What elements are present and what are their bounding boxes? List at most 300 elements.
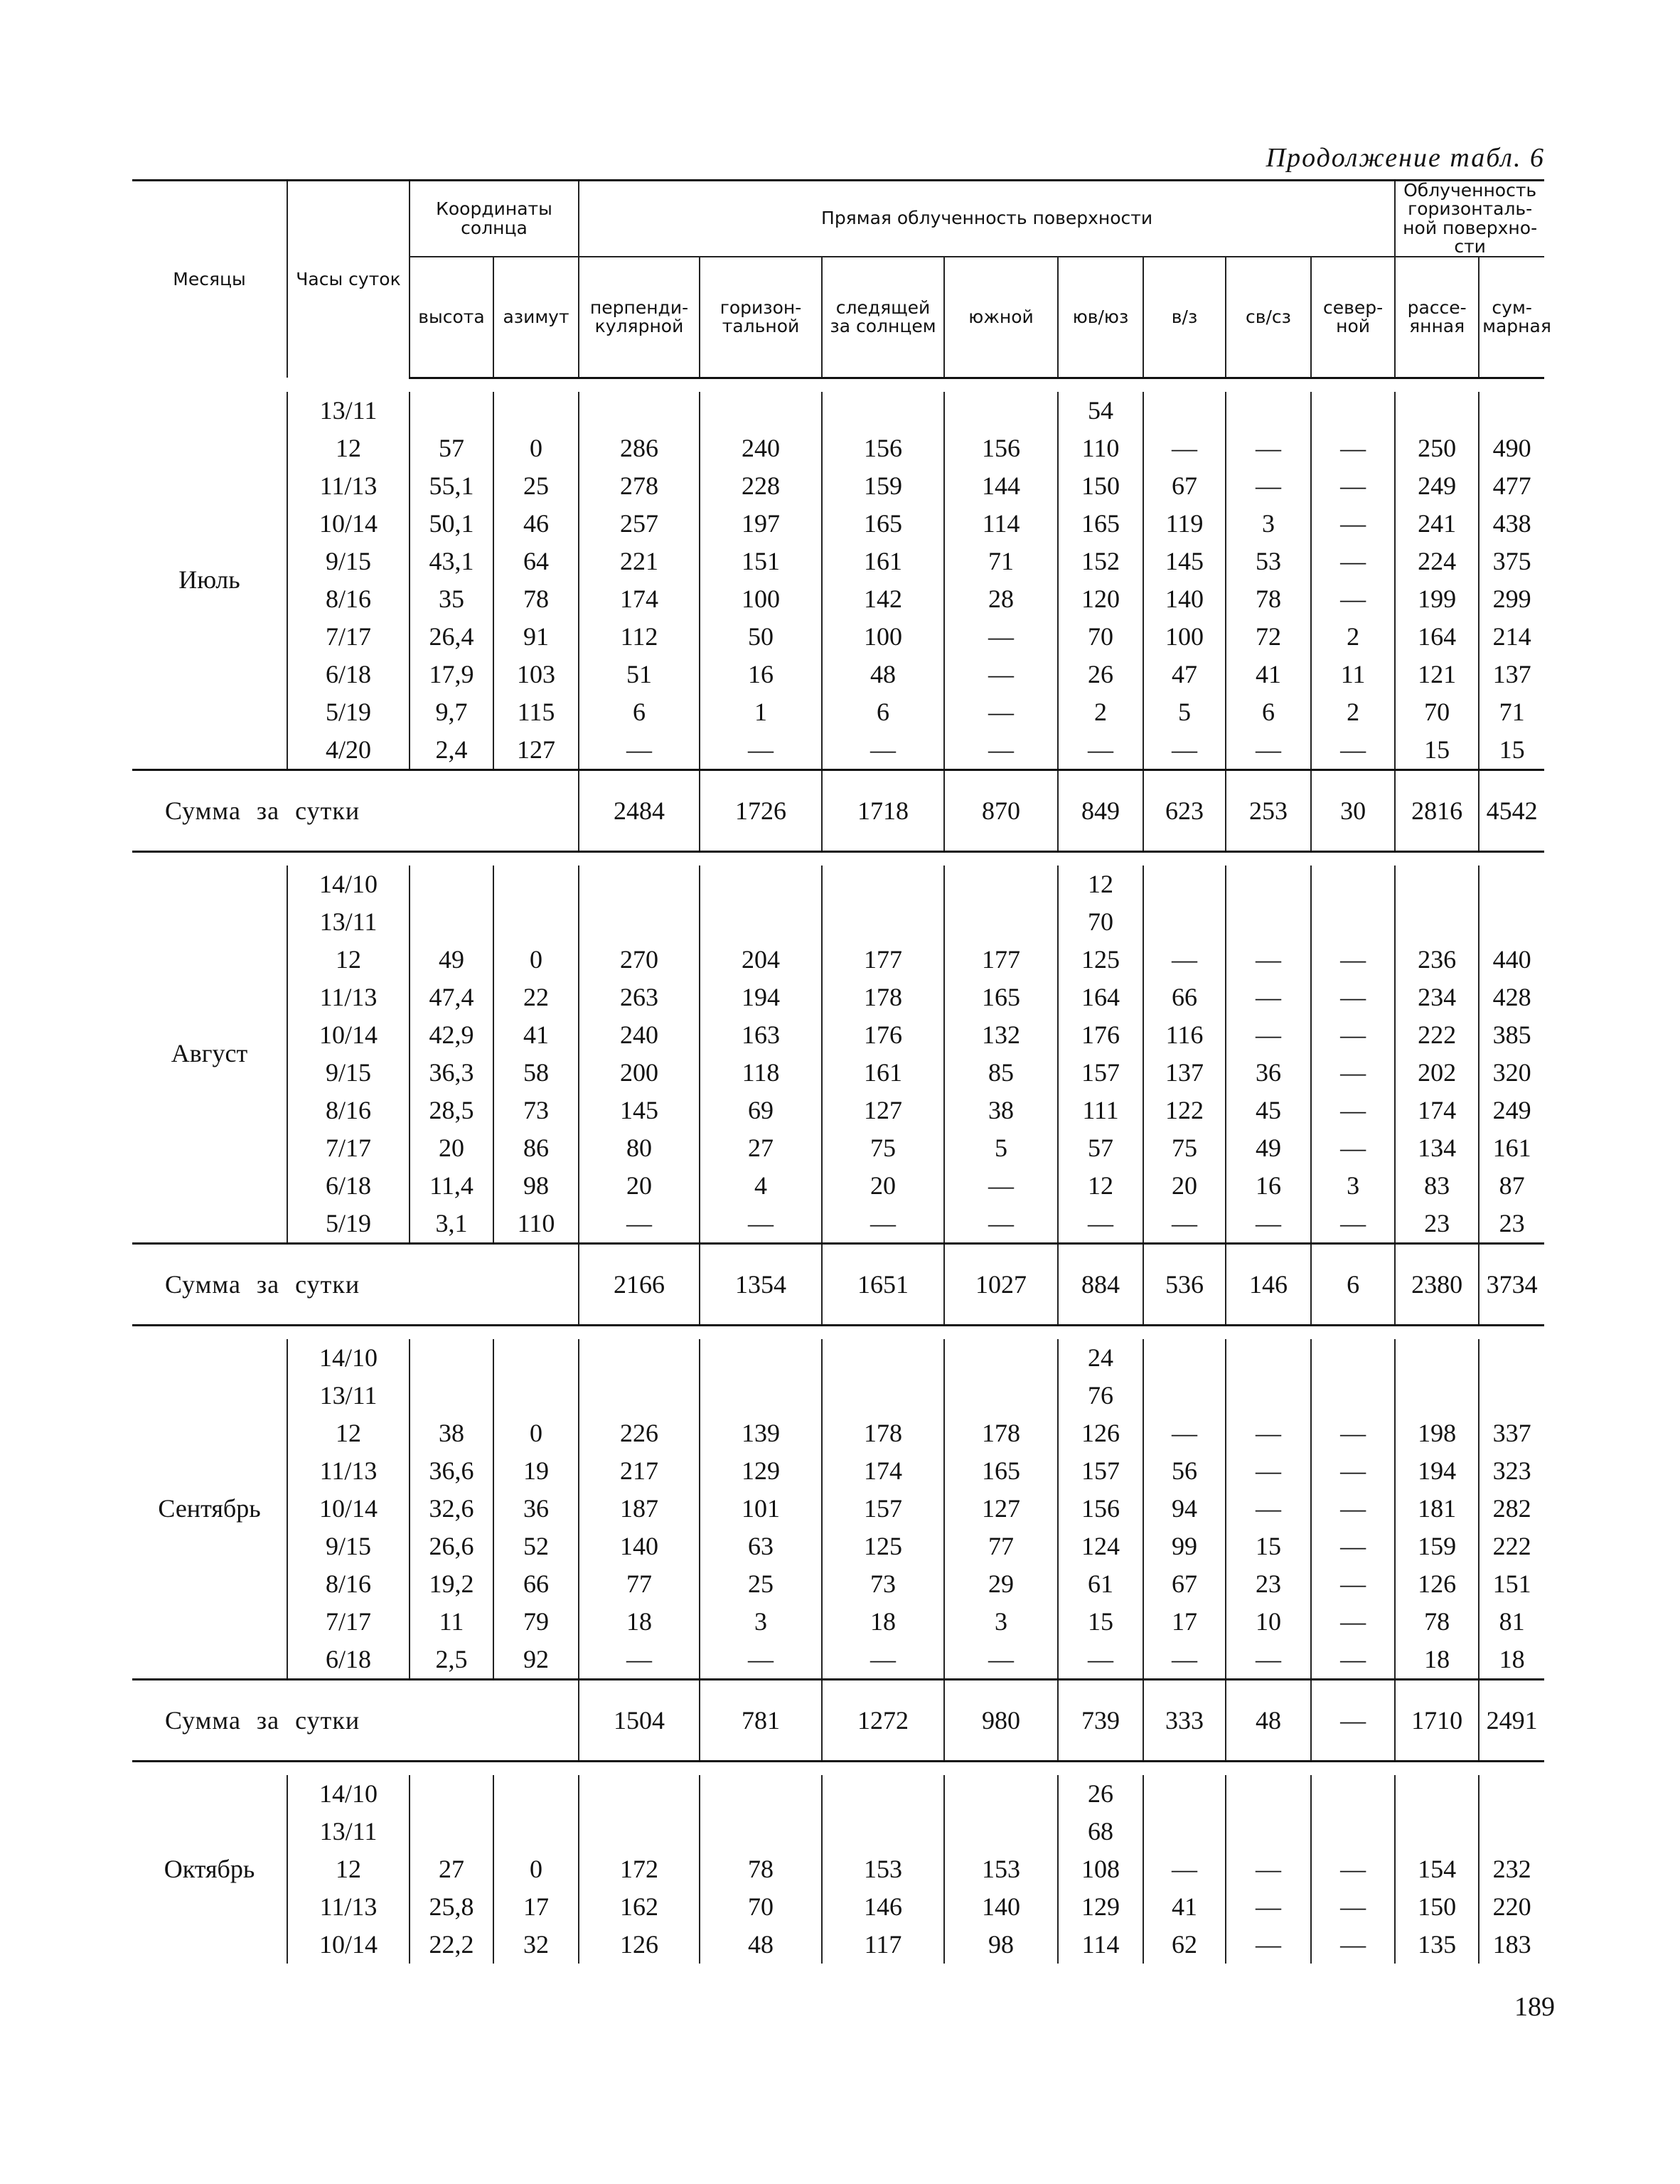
cell-hours: 6/18 <box>287 1641 410 1680</box>
cell-north <box>1311 903 1395 941</box>
cell-tracking: 157 <box>822 1490 944 1528</box>
cell-se-sw: 26 <box>1058 656 1143 693</box>
cell-south: 3 <box>944 1603 1058 1641</box>
cell-north: — <box>1311 1205 1395 1244</box>
cell-south <box>944 903 1058 941</box>
cell-perpendicular: 51 <box>579 656 700 693</box>
cell-e-w: 62 <box>1143 1926 1226 1964</box>
cell-se-sw: 54 <box>1058 392 1143 430</box>
cell-total: 438 <box>1479 505 1544 543</box>
cell-north: — <box>1311 979 1395 1016</box>
daily-sum-label: Сумма за сутки <box>132 769 579 851</box>
cell-diffuse <box>1395 392 1479 430</box>
sum-south: 1027 <box>944 1243 1058 1325</box>
cell-horizontal: 70 <box>700 1888 822 1926</box>
cell-total: 282 <box>1479 1490 1544 1528</box>
cell-e-w: — <box>1143 1641 1226 1680</box>
cell-horizontal: 129 <box>700 1452 822 1490</box>
cell-diffuse: 159 <box>1395 1528 1479 1565</box>
cell-north: — <box>1311 1129 1395 1167</box>
header-horizontal: горизон-тальной <box>700 257 822 378</box>
cell-south: 132 <box>944 1016 1058 1054</box>
cell-altitude: 36,6 <box>410 1452 493 1490</box>
cell-azimuth: 91 <box>493 618 579 656</box>
table-row <box>132 1452 1544 1490</box>
cell-south <box>944 1775 1058 1813</box>
cell-total: 81 <box>1479 1603 1544 1641</box>
cell-altitude: 25,8 <box>410 1888 493 1926</box>
cell-azimuth: 64 <box>493 543 579 580</box>
cell-altitude: 3,1 <box>410 1205 493 1244</box>
cell-ne-nw: — <box>1226 979 1311 1016</box>
cell-hours: 7/17 <box>287 1129 410 1167</box>
table-row <box>132 1339 1544 1377</box>
cell-e-w <box>1143 903 1226 941</box>
cell-hours: 7/17 <box>287 618 410 656</box>
cell-e-w: 94 <box>1143 1490 1226 1528</box>
cell-se-sw: 157 <box>1058 1054 1143 1092</box>
cell-horizontal <box>700 1775 822 1813</box>
cell-hours: 11/13 <box>287 979 410 1016</box>
table-row <box>132 1603 1544 1641</box>
cell-north <box>1311 1775 1395 1813</box>
cell-se-sw: 150 <box>1058 467 1143 505</box>
cell-azimuth <box>493 1339 579 1377</box>
cell-e-w: 17 <box>1143 1603 1226 1641</box>
cell-e-w: — <box>1143 941 1226 979</box>
month-label: Июль <box>178 565 240 594</box>
cell-e-w: 75 <box>1143 1129 1226 1167</box>
cell-north: — <box>1311 1016 1395 1054</box>
cell-south: 98 <box>944 1926 1058 1964</box>
cell-north: — <box>1311 731 1395 770</box>
cell-south: 29 <box>944 1565 1058 1603</box>
cell-se-sw: 111 <box>1058 1092 1143 1129</box>
cell-south: 156 <box>944 430 1058 467</box>
cell-se-sw: 24 <box>1058 1339 1143 1377</box>
cell-se-sw: 129 <box>1058 1888 1143 1926</box>
cell-azimuth <box>493 392 579 430</box>
header-perpendicular: перпенди-кулярной <box>579 257 700 378</box>
cell-tracking: 153 <box>822 1850 944 1888</box>
cell-altitude: 42,9 <box>410 1016 493 1054</box>
cell-e-w: 5 <box>1143 693 1226 731</box>
cell-se-sw: 26 <box>1058 1775 1143 1813</box>
cell-diffuse <box>1395 1377 1479 1415</box>
cell-e-w: 99 <box>1143 1528 1226 1565</box>
cell-north: 2 <box>1311 618 1395 656</box>
cell-altitude: 55,1 <box>410 467 493 505</box>
cell-se-sw: 2 <box>1058 693 1143 731</box>
cell-tracking <box>822 1339 944 1377</box>
table-row <box>132 430 1544 467</box>
cell-se-sw: — <box>1058 731 1143 770</box>
cell-azimuth: 79 <box>493 1603 579 1641</box>
cell-e-w: — <box>1143 1415 1226 1452</box>
cell-tracking: 73 <box>822 1565 944 1603</box>
cell-north: — <box>1311 1888 1395 1926</box>
cell-horizontal <box>700 1377 822 1415</box>
cell-hours: 13/11 <box>287 1377 410 1415</box>
cell-total: 299 <box>1479 580 1544 618</box>
cell-altitude: 28,5 <box>410 1092 493 1129</box>
cell-horizontal <box>700 903 822 941</box>
cell-south <box>944 1339 1058 1377</box>
cell-tracking: 117 <box>822 1926 944 1964</box>
cell-horizontal: — <box>700 731 822 770</box>
cell-altitude: 17,9 <box>410 656 493 693</box>
table-row <box>132 1415 1544 1452</box>
cell-south: 28 <box>944 580 1058 618</box>
group-spacer <box>132 378 1544 392</box>
cell-south <box>944 1813 1058 1850</box>
cell-perpendicular: 162 <box>579 1888 700 1926</box>
cell-horizontal: 63 <box>700 1528 822 1565</box>
cell-hours: 10/14 <box>287 1016 410 1054</box>
table-row <box>132 979 1544 1016</box>
cell-ne-nw: — <box>1226 1016 1311 1054</box>
cell-total <box>1479 392 1544 430</box>
cell-altitude: 2,5 <box>410 1641 493 1680</box>
cell-total: 183 <box>1479 1926 1544 1964</box>
cell-horizontal: 3 <box>700 1603 822 1641</box>
daily-sum-row <box>132 769 1544 851</box>
header-total: сум-марная <box>1479 257 1544 378</box>
table-row <box>132 392 1544 430</box>
cell-hours: 5/19 <box>287 1205 410 1244</box>
page-number: 189 <box>1514 1992 1555 2022</box>
cell-perpendicular: — <box>579 731 700 770</box>
cell-azimuth <box>493 865 579 903</box>
cell-diffuse: 224 <box>1395 543 1479 580</box>
cell-tracking <box>822 903 944 941</box>
cell-tracking: 18 <box>822 1603 944 1641</box>
cell-azimuth: 17 <box>493 1888 579 1926</box>
cell-perpendicular <box>579 1339 700 1377</box>
cell-perpendicular: 145 <box>579 1092 700 1129</box>
cell-horizontal: — <box>700 1641 822 1680</box>
cell-perpendicular: 217 <box>579 1452 700 1490</box>
cell-horizontal: 1 <box>700 693 822 731</box>
header-se-sw: юв/юз <box>1058 257 1143 378</box>
cell-tracking: 6 <box>822 693 944 731</box>
cell-south: — <box>944 618 1058 656</box>
cell-south: 71 <box>944 543 1058 580</box>
cell-north: 11 <box>1311 656 1395 693</box>
cell-diffuse: 121 <box>1395 656 1479 693</box>
cell-south <box>944 865 1058 903</box>
table-body <box>132 378 1544 1964</box>
cell-diffuse: 222 <box>1395 1016 1479 1054</box>
cell-e-w: 137 <box>1143 1054 1226 1092</box>
cell-se-sw: 152 <box>1058 543 1143 580</box>
cell-ne-nw: 6 <box>1226 693 1311 731</box>
sum-perpendicular: 2484 <box>579 769 700 851</box>
cell-perpendicular: 187 <box>579 1490 700 1528</box>
cell-diffuse <box>1395 1813 1479 1850</box>
cell-south: — <box>944 656 1058 693</box>
sum-tracking: 1718 <box>822 769 944 851</box>
cell-perpendicular <box>579 1775 700 1813</box>
cell-se-sw: 70 <box>1058 618 1143 656</box>
cell-perpendicular: 112 <box>579 618 700 656</box>
cell-diffuse: 70 <box>1395 693 1479 731</box>
table-row <box>132 1205 1544 1244</box>
cell-north: 2 <box>1311 693 1395 731</box>
cell-total: 71 <box>1479 693 1544 731</box>
cell-se-sw: 61 <box>1058 1565 1143 1603</box>
cell-horizontal: 16 <box>700 656 822 693</box>
header-diffuse: рассе-янная <box>1395 257 1479 378</box>
cell-north <box>1311 865 1395 903</box>
cell-perpendicular: 172 <box>579 1850 700 1888</box>
cell-ne-nw: 10 <box>1226 1603 1311 1641</box>
cell-hours: 7/17 <box>287 1603 410 1641</box>
cell-tracking: — <box>822 1641 944 1680</box>
cell-ne-nw: — <box>1226 1641 1311 1680</box>
sum-horizontal: 781 <box>700 1679 822 1761</box>
cell-e-w: 140 <box>1143 580 1226 618</box>
cell-ne-nw: 45 <box>1226 1092 1311 1129</box>
cell-horizontal: 69 <box>700 1092 822 1129</box>
cell-perpendicular: 286 <box>579 430 700 467</box>
cell-north: — <box>1311 543 1395 580</box>
cell-azimuth: 0 <box>493 430 579 467</box>
cell-total: 161 <box>1479 1129 1544 1167</box>
cell-altitude: 9,7 <box>410 693 493 731</box>
cell-tracking: 177 <box>822 941 944 979</box>
cell-total: 137 <box>1479 656 1544 693</box>
sum-e-w: 333 <box>1143 1679 1226 1761</box>
sum-total: 4542 <box>1479 769 1544 851</box>
cell-horizontal: 78 <box>700 1850 822 1888</box>
cell-se-sw: 164 <box>1058 979 1143 1016</box>
cell-altitude: 19,2 <box>410 1565 493 1603</box>
cell-hours: 12 <box>287 1415 410 1452</box>
cell-ne-nw: — <box>1226 1490 1311 1528</box>
sum-north: 30 <box>1311 769 1395 851</box>
sum-south: 980 <box>944 1679 1058 1761</box>
cell-azimuth: 110 <box>493 1205 579 1244</box>
cell-hours: 8/16 <box>287 1092 410 1129</box>
cell-diffuse: 18 <box>1395 1641 1479 1680</box>
cell-total: 151 <box>1479 1565 1544 1603</box>
cell-ne-nw: 53 <box>1226 543 1311 580</box>
cell-se-sw: 15 <box>1058 1603 1143 1641</box>
cell-tracking <box>822 392 944 430</box>
cell-total: 220 <box>1479 1888 1544 1926</box>
cell-altitude <box>410 1377 493 1415</box>
cell-horizontal: 50 <box>700 618 822 656</box>
table-row <box>132 865 1544 903</box>
cell-south: 178 <box>944 1415 1058 1452</box>
cell-e-w <box>1143 1775 1226 1813</box>
cell-se-sw: 120 <box>1058 580 1143 618</box>
cell-horizontal <box>700 1813 822 1850</box>
cell-diffuse: 164 <box>1395 618 1479 656</box>
cell-perpendicular: 6 <box>579 693 700 731</box>
cell-azimuth <box>493 903 579 941</box>
cell-hours: 12 <box>287 941 410 979</box>
cell-tracking: 48 <box>822 656 944 693</box>
cell-diffuse <box>1395 865 1479 903</box>
table-row <box>132 1129 1544 1167</box>
cell-horizontal <box>700 392 822 430</box>
table-row <box>132 731 1544 770</box>
cell-hours: 11/13 <box>287 1452 410 1490</box>
cell-total: 375 <box>1479 543 1544 580</box>
sum-tracking: 1651 <box>822 1243 944 1325</box>
cell-total: 232 <box>1479 1850 1544 1888</box>
cell-tracking: 159 <box>822 467 944 505</box>
cell-hours: 14/10 <box>287 1339 410 1377</box>
cell-azimuth: 127 <box>493 731 579 770</box>
cell-se-sw: 165 <box>1058 505 1143 543</box>
cell-e-w: 67 <box>1143 1565 1226 1603</box>
cell-se-sw: 124 <box>1058 1528 1143 1565</box>
cell-se-sw: 70 <box>1058 903 1143 941</box>
cell-hours: 9/15 <box>287 543 410 580</box>
cell-altitude: 27 <box>410 1850 493 1888</box>
table-row <box>132 903 1544 941</box>
cell-altitude <box>410 1339 493 1377</box>
cell-horizontal: 27 <box>700 1129 822 1167</box>
cell-ne-nw: 23 <box>1226 1565 1311 1603</box>
table-row <box>132 1016 1544 1054</box>
cell-total: 87 <box>1479 1167 1544 1205</box>
sum-e-w: 536 <box>1143 1243 1226 1325</box>
cell-total: 490 <box>1479 430 1544 467</box>
daily-sum-row <box>132 1243 1544 1325</box>
cell-diffuse: 202 <box>1395 1054 1479 1092</box>
cell-diffuse <box>1395 1339 1479 1377</box>
sum-diffuse: 2380 <box>1395 1243 1479 1325</box>
cell-north: — <box>1311 1641 1395 1680</box>
cell-north: 3 <box>1311 1167 1395 1205</box>
cell-hours: 10/14 <box>287 1490 410 1528</box>
cell-south: — <box>944 1641 1058 1680</box>
cell-e-w: 47 <box>1143 656 1226 693</box>
cell-horizontal: 204 <box>700 941 822 979</box>
cell-ne-nw: — <box>1226 941 1311 979</box>
cell-se-sw: 176 <box>1058 1016 1143 1054</box>
cell-perpendicular: 226 <box>579 1415 700 1452</box>
month-label: Октябрь <box>164 1854 255 1883</box>
header-hours: Часы суток <box>287 181 410 378</box>
cell-altitude: 11 <box>410 1603 493 1641</box>
cell-azimuth: 22 <box>493 979 579 1016</box>
cell-north: — <box>1311 1415 1395 1452</box>
cell-diffuse: 78 <box>1395 1603 1479 1641</box>
cell-north: — <box>1311 1565 1395 1603</box>
sum-horizontal: 1726 <box>700 769 822 851</box>
cell-ne-nw: — <box>1226 1888 1311 1926</box>
cell-tracking: 178 <box>822 979 944 1016</box>
cell-azimuth: 0 <box>493 1850 579 1888</box>
cell-hours: 6/18 <box>287 1167 410 1205</box>
cell-horizontal: 240 <box>700 430 822 467</box>
cell-tracking: 125 <box>822 1528 944 1565</box>
cell-azimuth: 0 <box>493 1415 579 1452</box>
cell-south: — <box>944 1167 1058 1205</box>
cell-total <box>1479 1377 1544 1415</box>
cell-horizontal: 194 <box>700 979 822 1016</box>
cell-north: — <box>1311 430 1395 467</box>
cell-altitude: 43,1 <box>410 543 493 580</box>
table-row <box>132 1528 1544 1565</box>
cell-north: — <box>1311 580 1395 618</box>
cell-south: 5 <box>944 1129 1058 1167</box>
cell-ne-nw <box>1226 1377 1311 1415</box>
cell-total <box>1479 1813 1544 1850</box>
cell-south: — <box>944 1205 1058 1244</box>
cell-se-sw: 12 <box>1058 865 1143 903</box>
cell-diffuse: 150 <box>1395 1888 1479 1926</box>
cell-hours: 9/15 <box>287 1054 410 1092</box>
cell-e-w: 116 <box>1143 1016 1226 1054</box>
cell-ne-nw: 78 <box>1226 580 1311 618</box>
cell-ne-nw <box>1226 1775 1311 1813</box>
cell-perpendicular: 140 <box>579 1528 700 1565</box>
cell-altitude: 2,4 <box>410 731 493 770</box>
cell-azimuth: 25 <box>493 467 579 505</box>
cell-e-w: — <box>1143 1850 1226 1888</box>
cell-diffuse: 135 <box>1395 1926 1479 1964</box>
daily-sum-row <box>132 1679 1544 1761</box>
cell-south: 177 <box>944 941 1058 979</box>
cell-north: — <box>1311 1092 1395 1129</box>
cell-altitude <box>410 1775 493 1813</box>
sum-total: 2491 <box>1479 1679 1544 1761</box>
cell-perpendicular: 278 <box>579 467 700 505</box>
cell-altitude: 47,4 <box>410 979 493 1016</box>
cell-ne-nw <box>1226 865 1311 903</box>
cell-se-sw: 68 <box>1058 1813 1143 1850</box>
cell-e-w: — <box>1143 731 1226 770</box>
cell-ne-nw: — <box>1226 1850 1311 1888</box>
cell-horizontal: 197 <box>700 505 822 543</box>
cell-diffuse: 83 <box>1395 1167 1479 1205</box>
cell-diffuse <box>1395 1775 1479 1813</box>
table-row <box>132 1926 1544 1964</box>
cell-e-w <box>1143 1377 1226 1415</box>
cell-south: 140 <box>944 1888 1058 1926</box>
sum-diffuse: 2816 <box>1395 769 1479 851</box>
cell-total: 249 <box>1479 1092 1544 1129</box>
cell-tracking: 146 <box>822 1888 944 1926</box>
cell-azimuth: 32 <box>493 1926 579 1964</box>
irradiance-table <box>132 179 1551 1964</box>
sum-ne-nw: 253 <box>1226 769 1311 851</box>
cell-perpendicular <box>579 903 700 941</box>
cell-altitude: 35 <box>410 580 493 618</box>
cell-altitude: 20 <box>410 1129 493 1167</box>
cell-azimuth: 92 <box>493 1641 579 1680</box>
cell-total <box>1479 903 1544 941</box>
cell-ne-nw: 72 <box>1226 618 1311 656</box>
cell-hours: 12 <box>287 1850 410 1888</box>
table-row <box>132 1641 1544 1680</box>
cell-ne-nw <box>1226 1813 1311 1850</box>
cell-total: 385 <box>1479 1016 1544 1054</box>
header-months: Месяцы <box>132 181 287 378</box>
cell-horizontal: 118 <box>700 1054 822 1092</box>
cell-altitude: 26,4 <box>410 618 493 656</box>
cell-horizontal: — <box>700 1205 822 1244</box>
cell-south: — <box>944 731 1058 770</box>
cell-azimuth <box>493 1813 579 1850</box>
cell-ne-nw: 36 <box>1226 1054 1311 1092</box>
